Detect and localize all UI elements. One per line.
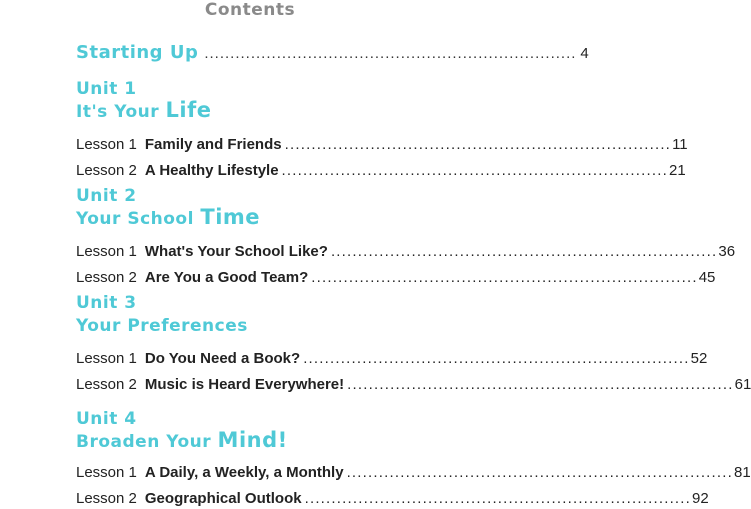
page-number: 36 <box>718 243 736 260</box>
unit-title-emphasis: Time <box>200 205 261 229</box>
unit-title-start: Your School <box>76 209 201 229</box>
unit-heading: Unit 3 <box>76 293 137 313</box>
unit-title <box>76 429 426 453</box>
unit-heading: Unit 4 <box>76 409 137 429</box>
dot-leader: ........................................................................ <box>346 464 734 481</box>
dot-leader: ........................................................................ <box>204 45 577 62</box>
lesson-title: A Daily, a Weekly, a Monthly <box>144 464 344 481</box>
toc-entry-lesson[interactable] <box>76 129 688 155</box>
unit-title-emphasis: Life <box>165 98 212 122</box>
unit-title <box>76 99 426 123</box>
page-number: 61 <box>734 376 751 393</box>
lesson-number: Lesson 1 <box>76 350 137 367</box>
dot-leader: ........................................................................ <box>281 162 669 179</box>
lesson-number: Lesson 2 <box>76 162 137 179</box>
lesson-number: Lesson 1 <box>76 464 137 481</box>
unit-1-section <box>76 79 688 181</box>
lesson-title: Geographical Outlook <box>144 490 302 507</box>
page-number: 4 <box>580 45 589 62</box>
unit-title <box>76 206 426 230</box>
dot-leader: ........................................................................ <box>347 376 734 393</box>
dot-leader: ........................................................................ <box>330 243 718 260</box>
dot-leader: ........................................................................ <box>284 136 672 153</box>
toc-entry-lesson[interactable] <box>76 155 686 181</box>
page-number: 52 <box>690 350 708 367</box>
unit-heading: Unit 2 <box>76 186 137 206</box>
lesson-number: Lesson 1 <box>76 136 137 153</box>
lesson-title: Are You a Good Team? <box>144 269 309 286</box>
dot-leader: ........................................................................ <box>311 269 698 286</box>
unit-title-start: It's Your <box>76 102 166 122</box>
page-number: 45 <box>698 269 716 286</box>
unit-4-section <box>76 409 751 509</box>
dot-leader: ........................................................................ <box>304 490 692 507</box>
toc-entry-lesson[interactable] <box>76 343 708 369</box>
starting-up-label: Starting Up <box>76 42 199 63</box>
dot-leader: ........................................................................ <box>303 350 690 367</box>
page-number: 92 <box>692 490 709 507</box>
toc-entry-lesson[interactable] <box>76 262 716 288</box>
toc-entry-lesson[interactable] <box>76 369 751 395</box>
unit-title <box>76 313 426 337</box>
unit-3-section <box>76 293 751 395</box>
lesson-title: Music is Heard Everywhere! <box>144 376 345 393</box>
toc-entry-starting-up[interactable] <box>76 40 589 64</box>
page-title: Contents <box>204 0 296 20</box>
page-number: 81 <box>734 464 751 481</box>
page-number: 11 <box>672 136 688 153</box>
toc-entry-lesson[interactable] <box>76 483 709 509</box>
lesson-number: Lesson 2 <box>76 490 137 507</box>
unit-title-emphasis: Mind! <box>217 428 288 452</box>
lesson-number: Lesson 2 <box>76 376 137 393</box>
lesson-title: A Healthy Lifestyle <box>144 162 279 179</box>
page-number: 21 <box>669 162 686 179</box>
unit-2-section <box>76 186 736 288</box>
toc-entry-lesson[interactable] <box>76 236 736 262</box>
unit-title-start: Broaden Your <box>76 432 218 452</box>
lesson-number: Lesson 1 <box>76 243 137 260</box>
lesson-title: Family and Friends <box>144 136 282 153</box>
lesson-title: What's Your School Like? <box>144 243 328 260</box>
unit-heading: Unit 1 <box>76 79 137 99</box>
lesson-number: Lesson 2 <box>76 269 137 286</box>
unit-title-start: Your Preferences <box>76 316 248 336</box>
lesson-title: Do You Need a Book? <box>144 350 301 367</box>
toc-entry-lesson[interactable] <box>76 457 751 483</box>
